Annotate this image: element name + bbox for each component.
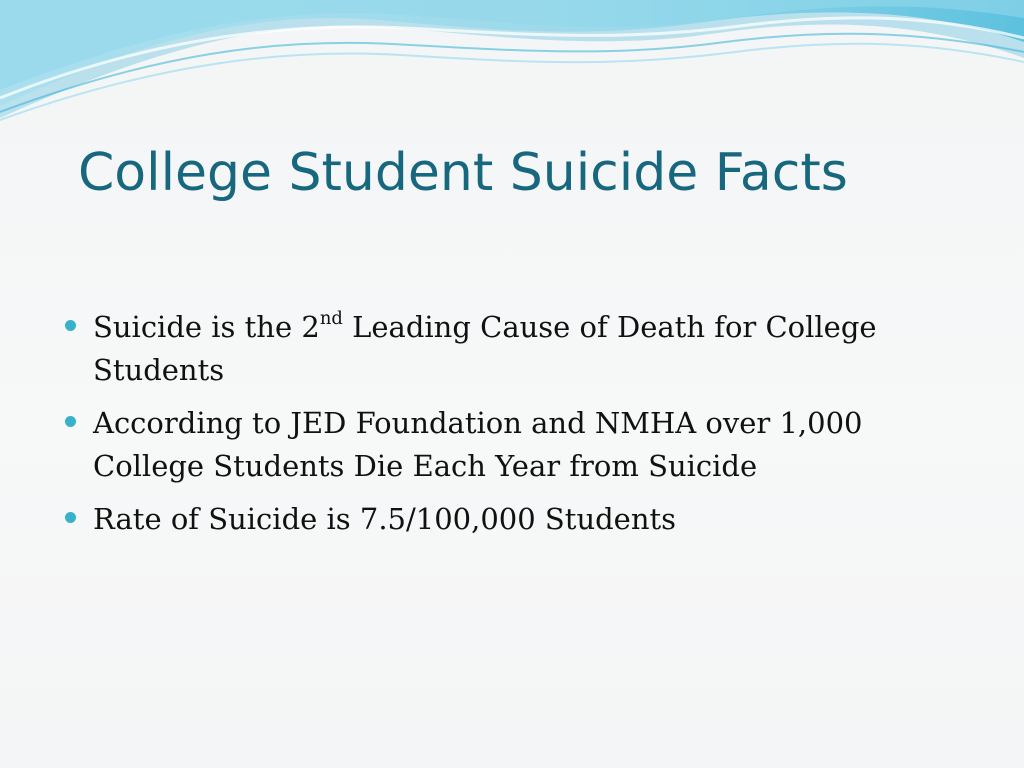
bullet-item [62, 306, 962, 392]
bullet-text-after: Leading Cause of Death for College Students [93, 310, 877, 387]
bullet-text: Rate of Suicide is 7.5/100,000 Students [93, 502, 677, 536]
bullet-text-before: Suicide is the 2 [93, 310, 320, 344]
decorative-wave-header [0, 0, 1024, 130]
slide-title: College Student Suicide Facts [78, 143, 848, 203]
bullet-icon [65, 416, 76, 427]
bullet-text: According to JED Foundation and NMHA over 1,000 College Students Die Each Year from Suicide [93, 406, 863, 483]
bullet-item [62, 498, 962, 541]
bullet-icon [65, 320, 76, 331]
bullet-list [62, 306, 962, 551]
bullet-item [62, 402, 962, 488]
bullet-superscript: nd [319, 308, 343, 330]
bullet-text [93, 310, 877, 387]
bullet-icon [65, 512, 76, 523]
